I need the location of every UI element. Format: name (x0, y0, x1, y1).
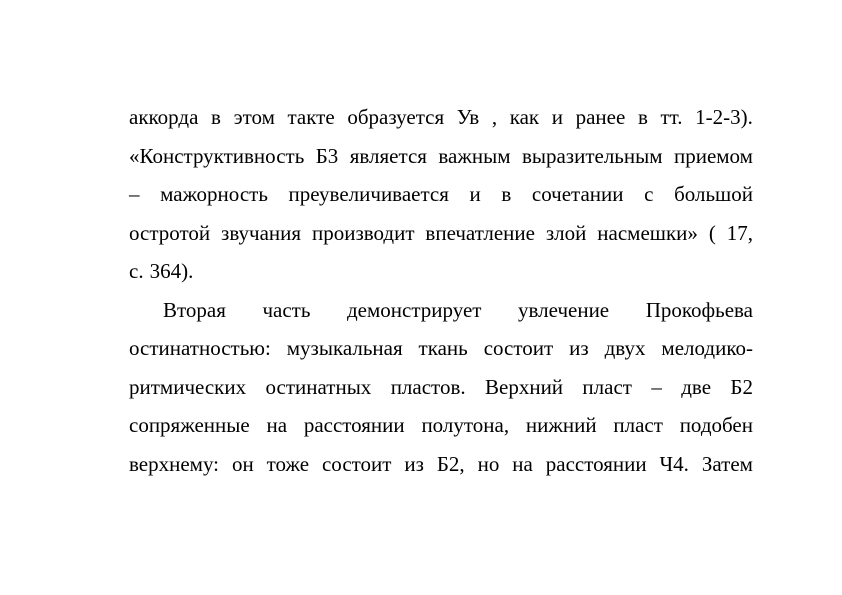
word: часть (262, 297, 311, 322)
word: впечатление (425, 220, 535, 245)
word: важным (438, 143, 511, 168)
word: в (637, 105, 648, 129)
word: преувеличивается (288, 182, 449, 206)
word: этом (233, 105, 275, 129)
word: такте (287, 105, 335, 129)
word: на (266, 413, 288, 437)
word: ритмических (129, 374, 247, 399)
word: с. (129, 259, 144, 283)
word: Затем (701, 451, 753, 476)
word: «Конструктивность (129, 143, 305, 168)
word: на (512, 451, 533, 476)
word: , (491, 105, 498, 129)
word: насмешки» (597, 220, 698, 245)
word: как (509, 105, 540, 129)
text-line (129, 329, 753, 368)
word: увлечение (518, 297, 610, 322)
word: двух (604, 336, 646, 360)
word: в (211, 105, 221, 129)
text-line (129, 368, 753, 407)
word: из (404, 451, 424, 476)
word: две (681, 374, 712, 399)
word: демонстрирует (346, 297, 482, 322)
word: состоит (483, 336, 554, 360)
text-line (129, 406, 753, 445)
word: мелодико- (661, 336, 753, 360)
word: остинатных (265, 374, 372, 399)
text-line (129, 98, 753, 137)
text-line (129, 214, 753, 253)
word: расстоянии (303, 413, 405, 437)
word: подобен (679, 413, 753, 437)
word: 1-2-3). (695, 105, 753, 129)
text-line (129, 175, 753, 214)
word: расстоянии (545, 451, 647, 476)
word: аккорда (129, 105, 199, 129)
word: злой (545, 220, 587, 245)
word: в (501, 182, 512, 206)
word: – (129, 182, 140, 206)
word: нижний (525, 413, 597, 437)
word: сопряженные (129, 413, 250, 437)
word: Ч4. (659, 451, 689, 476)
body-text (129, 98, 753, 483)
word: Б2, (436, 451, 465, 476)
word: – (651, 374, 662, 399)
word: звучания (221, 220, 302, 245)
text-line (129, 137, 753, 176)
word: сочетании (531, 182, 624, 206)
word: пласт (582, 374, 632, 399)
word: Прокофьева (645, 297, 753, 322)
word: является (349, 143, 427, 168)
word: остинатностью: (129, 336, 271, 360)
word: Б3 (315, 143, 339, 168)
word: большой (674, 182, 753, 206)
word: 17, (726, 220, 753, 245)
text-line (129, 291, 753, 330)
word: 364). (149, 259, 194, 283)
word: и (551, 105, 563, 129)
word: мажорность (160, 182, 268, 206)
word: но (477, 451, 500, 476)
word: состоит (321, 451, 392, 476)
word: ткань (418, 336, 468, 360)
text-line (129, 252, 753, 291)
word: Б2 (730, 374, 753, 399)
word: образуется (347, 105, 445, 129)
word: тоже (266, 451, 310, 476)
word: верхнему: (129, 451, 220, 476)
word: Верхний (485, 374, 564, 399)
text-line (129, 445, 753, 484)
word: тт. (660, 105, 683, 129)
word: производит (311, 220, 415, 245)
word: Вторая (163, 297, 226, 322)
word: приемом (673, 143, 753, 168)
word: пласт (613, 413, 663, 437)
word: пластов. (390, 374, 466, 399)
word: музыкальная (286, 336, 403, 360)
word: Ув (456, 105, 480, 129)
word: выразительным (521, 143, 663, 168)
word: с (644, 182, 654, 206)
word: и (469, 182, 481, 206)
word: из (569, 336, 589, 360)
word: он (231, 451, 254, 476)
word: остротой (129, 220, 211, 245)
word: ранее (575, 105, 626, 129)
word: ( (708, 220, 716, 245)
word: полутона, (421, 413, 510, 437)
